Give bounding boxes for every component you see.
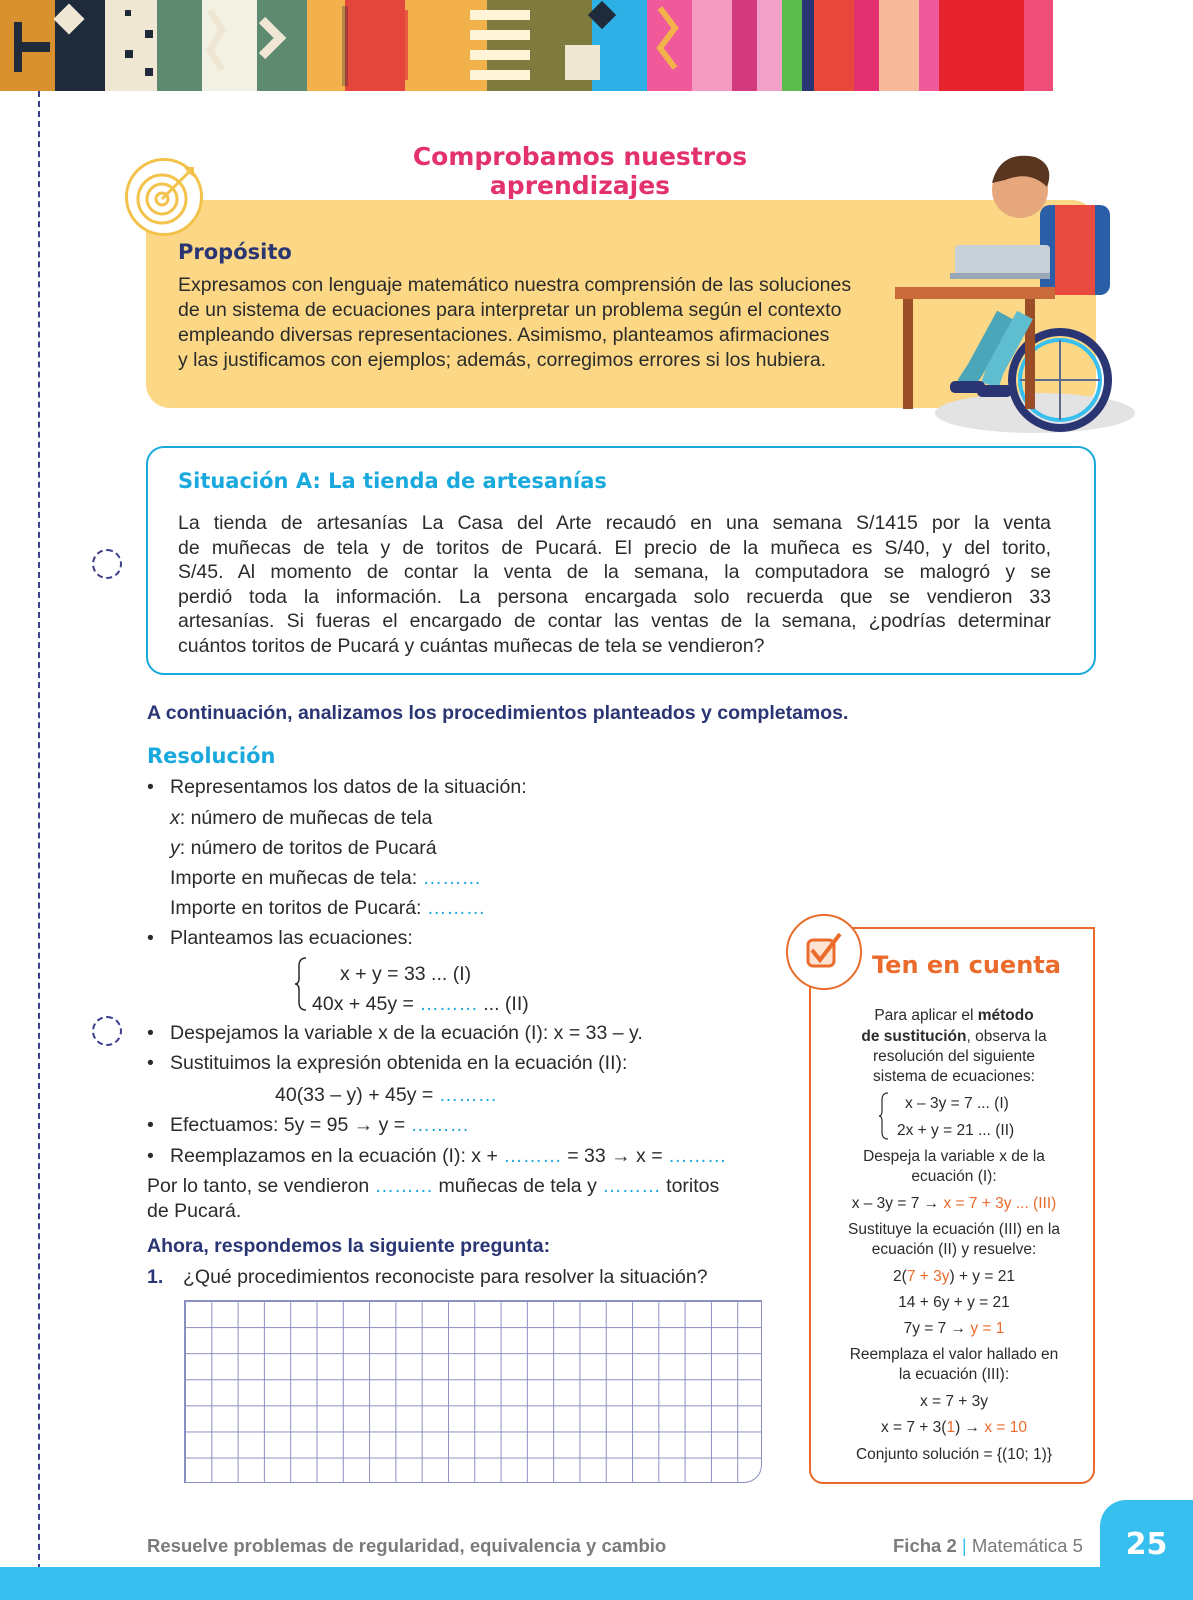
- resolution-step: Planteamos las ecuaciones:: [170, 927, 413, 949]
- tip-line: Para aplicar el método: [874, 1007, 1034, 1024]
- bullet: •: [147, 1114, 154, 1136]
- equation-2: 40x + 45y = ……… ... (II): [312, 993, 529, 1015]
- conclusion-line: Por lo tanto, se vendieron ……… muñecas de tela y ……… toritos: [147, 1175, 720, 1197]
- instruction-text: A continuación, analizamos los procedimientos planteados y completamos.: [147, 702, 849, 724]
- resolution-step: Despejamos la variable x de la ecuación (I): x = 33 – y.: [170, 1022, 643, 1044]
- target-icon: [125, 158, 203, 236]
- bullet: •: [147, 927, 154, 949]
- tip-line: Sustituye la ecuación (III) en la: [848, 1221, 1060, 1238]
- question-intro: Ahora, respondemos la siguiente pregunta:: [147, 1235, 551, 1257]
- resolucion-title: Resolución: [147, 744, 276, 768]
- blank-field[interactable]: ………: [419, 993, 478, 1015]
- substitution-equation: 40(33 – y) + 45y = ………: [275, 1084, 498, 1106]
- tip-line: Despeja la variable x de la: [863, 1148, 1045, 1165]
- bullet: •: [147, 1052, 154, 1074]
- equation-1: x + y = 33 ... (I): [340, 963, 472, 985]
- blank-field[interactable]: ………: [422, 867, 482, 889]
- bullet: •: [147, 1022, 154, 1044]
- importe-line: Importe en toritos de Pucará: ………: [170, 897, 486, 919]
- question-number: 1.: [147, 1266, 164, 1288]
- band-pattern-overlay: [0, 0, 700, 91]
- tip-line: ecuación (I):: [911, 1168, 997, 1185]
- tip-line: la ecuación (III):: [898, 1366, 1010, 1383]
- blank-field[interactable]: ………: [503, 1145, 562, 1167]
- importe-line: Importe en muñecas de tela: ………: [170, 867, 482, 889]
- tip-line: de sustitución, observa la: [861, 1028, 1047, 1045]
- blank-field[interactable]: ………: [374, 1175, 434, 1197]
- question-text: ¿Qué procedimientos reconociste para resolver la situación?: [183, 1266, 708, 1288]
- tip-equation: x – 3y = 7 ... (I): [905, 1095, 1009, 1112]
- bullet: •: [147, 776, 154, 798]
- resolution-step: Sustituimos la expresión obtenida en la ecuación (II):: [170, 1052, 628, 1074]
- tip-line: Reemplaza el valor hallado en: [849, 1346, 1059, 1363]
- blank-field[interactable]: ………: [602, 1175, 661, 1197]
- tip-line: 14 + 6y + y = 21: [898, 1294, 1010, 1311]
- variable-definition: x: número de muñecas de tela: [170, 807, 433, 829]
- tip-line: resolución del siguiente: [873, 1048, 1035, 1065]
- tip-line: 2(7 + 3y) + y = 21: [893, 1268, 1015, 1285]
- blank-field[interactable]: ………: [410, 1114, 470, 1136]
- proposito-title: Propósito: [178, 240, 292, 264]
- conclusion-line: de Pucará.: [147, 1200, 242, 1222]
- situacion-text: La tienda de artesanías La Casa del Arte recaudó en una semana S/1415 por la venta de muñecas de tela y de toritos de Pucará. El precio de la muñeca es S/40, y del torito, S/45. Al momento de contar la venta de la semana, la computadora se malogró y se perdió toda la información. La persona encargada solo recuerda que se vendieron 33 artesanías. Si fueras el encargado de contar las ventas de la semana, ¿podrías determinar cuántos toritos de Pucará y cuántas muñecas de tela se vendieron?: [178, 512, 1051, 657]
- binding-dashed-line: [38, 91, 40, 1600]
- page-number: 25: [1125, 1527, 1168, 1562]
- tip-line: x = 7 + 3(1) → x = 10: [880, 1419, 1028, 1436]
- blank-field[interactable]: ………: [438, 1084, 498, 1106]
- resolution-step: Efectuamos: 5y = 95 → y = ………: [170, 1114, 470, 1136]
- tip-line: x – 3y = 7 → x = 7 + 3y ... (III): [851, 1195, 1057, 1212]
- tip-equation: 2x + y = 21 ... (II): [897, 1122, 1015, 1139]
- situacion-title: Situación A: La tienda de artesanías: [178, 469, 607, 493]
- blank-field[interactable]: ………: [668, 1145, 727, 1167]
- tip-line: sistema de ecuaciones:: [873, 1068, 1035, 1085]
- tip-line: Conjunto solución = {(10; 1)}: [855, 1446, 1053, 1463]
- blank-field[interactable]: ………: [426, 897, 486, 919]
- brace-icon: [294, 956, 308, 1012]
- footer-band: [0, 1567, 1193, 1600]
- footer-ficha: Ficha 2 | Matemática 5: [893, 1535, 1083, 1556]
- tip-line: ecuación (II) y resuelve:: [871, 1241, 1037, 1258]
- punch-hole-mark: [92, 549, 122, 579]
- checkbox-icon: [786, 914, 862, 990]
- bullet: •: [147, 1145, 154, 1167]
- student-wheelchair-illustration: [895, 145, 1140, 445]
- punch-hole-mark: [92, 1016, 122, 1046]
- resolution-step: Representamos los datos de la situación:: [170, 776, 527, 798]
- resolution-step: Reemplazamos en la ecuación (I): x + ……… = 33 → x = ………: [170, 1145, 727, 1167]
- variable-definition: y: número de toritos de Pucará: [170, 837, 437, 859]
- answer-grid[interactable]: [184, 1300, 762, 1483]
- ten-en-cuenta-title: Ten en cuenta: [872, 951, 1061, 979]
- tip-line: x = 7 + 3y: [919, 1393, 989, 1410]
- footer-competency: Resuelve problemas de regularidad, equivalencia y cambio: [147, 1535, 667, 1556]
- tip-line: 7y = 7 → y = 1: [903, 1320, 1005, 1337]
- proposito-text: Expresamos con lenguaje matemático nuestra comprensión de las soluciones de un sistema de ecuaciones para interpretar un problema según el contexto empleando diversas representaciones. Asimismo, planteamos afirmaciones y las justificamos con ejemplos; además, corregimos errores si los hubiera.: [178, 274, 852, 371]
- page-title: Comprobamos nuestros aprendizajes: [412, 142, 748, 200]
